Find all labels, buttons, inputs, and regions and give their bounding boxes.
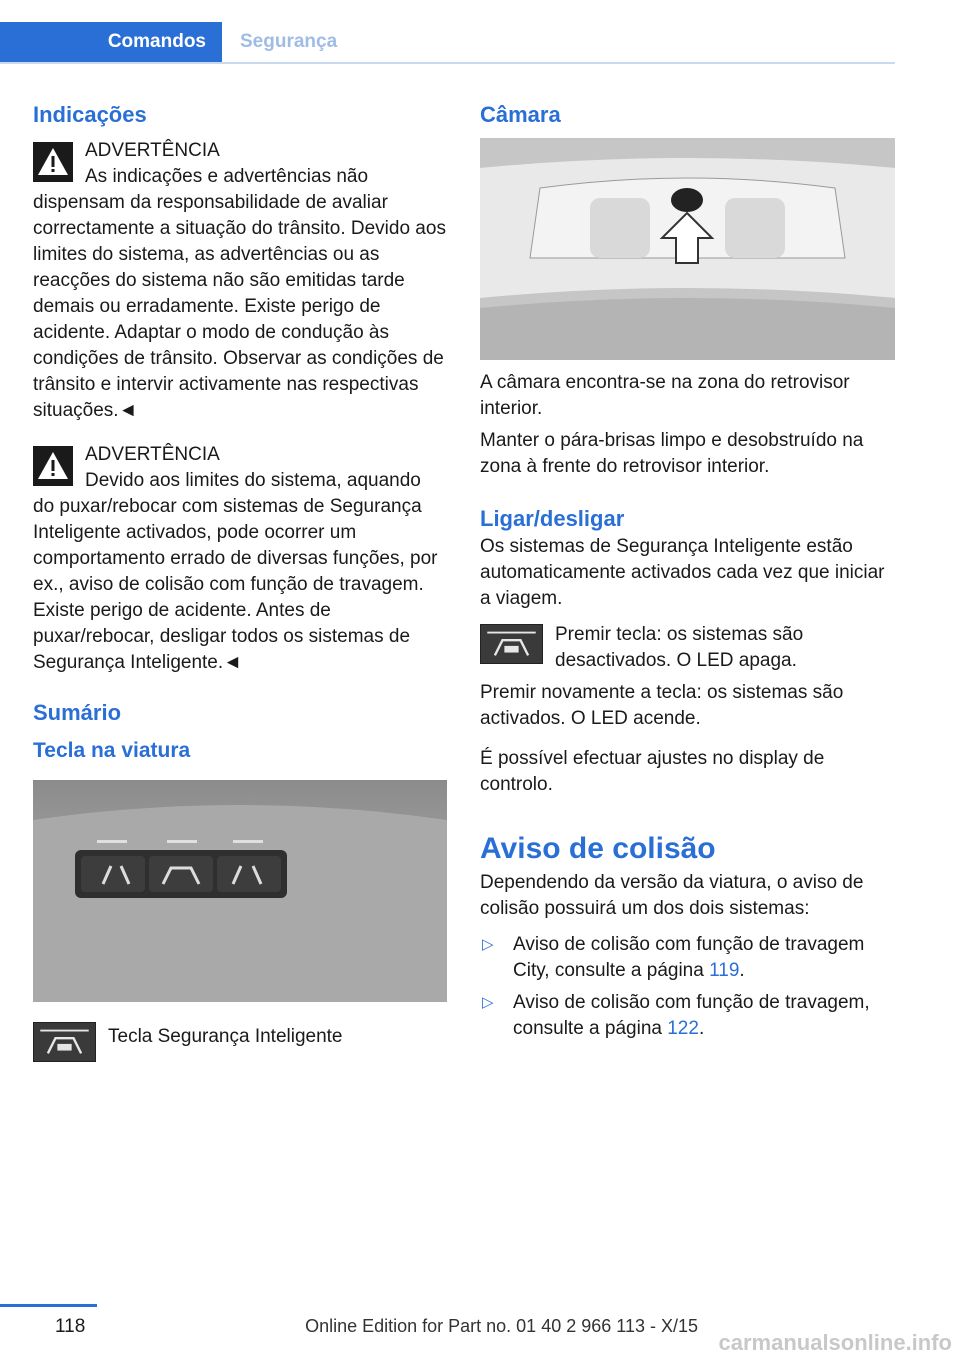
page-number: 118 bbox=[55, 1316, 86, 1337]
aviso-bullet-list bbox=[480, 932, 895, 1042]
warning-triangle-icon bbox=[33, 142, 73, 182]
key-caption-row bbox=[33, 1020, 447, 1062]
heading-ligar-desligar: Ligar/desligar bbox=[480, 506, 625, 531]
heading-tecla-na-viatura: Tecla na viatura bbox=[33, 739, 191, 762]
page-link[interactable]: 119 bbox=[709, 960, 740, 981]
intelligent-safety-key-icon bbox=[480, 624, 543, 664]
warning-block-1 bbox=[33, 138, 447, 424]
edition-line: Online Edition for Part no. 01 40 2 966 113 - X/15 bbox=[305, 1316, 698, 1336]
warning-triangle-icon bbox=[33, 446, 73, 486]
warning-text: Devido aos limites do sistema, aquando do puxar/rebocar com sistemas de Segurança Inteligente activados, pode ocorrer um comportamento errado de diversas funções, por ex., aviso de colisão com função de travagem. Existe perigo de acidente. Antes de puxar/rebocar, desligar todos os sistemas de Segurança Inteligente.◄ bbox=[33, 470, 438, 673]
watermark: carmanualsonline.info bbox=[718, 1330, 952, 1355]
camara-paragraph-1: A câmara encontra-se na zona do retrovisor interior. bbox=[480, 372, 850, 419]
key-instruction-text: Premir tecla: os sistemas são desactivados. O LED apaga. bbox=[555, 624, 804, 671]
list-item: ▷ Aviso de colisão com função de travagem, consulte a página 122. bbox=[482, 992, 870, 1039]
triangle-bullet-icon: ▷ bbox=[482, 994, 494, 1011]
key-instruction-row bbox=[480, 622, 895, 674]
vehicle-buttons-photo bbox=[33, 780, 447, 1002]
list-item: ▷ Aviso de colisão com função de travagem City, consulte a página 119. bbox=[482, 934, 865, 981]
camera-location-photo bbox=[480, 138, 895, 360]
chapter-tabs bbox=[0, 22, 895, 64]
left-column bbox=[33, 100, 447, 1062]
heading-sumario: Sumário bbox=[33, 700, 122, 725]
ligar-paragraph-3: É possível efectuar ajustes no display de controlo. bbox=[480, 748, 825, 795]
aviso-paragraph-1: Dependendo da versão da viatura, o aviso de colisão possuirá um dos dois sistemas: bbox=[480, 872, 864, 919]
right-column bbox=[480, 100, 895, 1048]
key-caption: Tecla Segurança Inteligente bbox=[108, 1026, 343, 1047]
warning-block-2 bbox=[33, 442, 447, 676]
camara-paragraph-2: Manter o pára-brisas limpo e desobstruído na zona à frente do retrovisor interior. bbox=[480, 430, 864, 477]
heading-aviso-colisao: Aviso de colisão bbox=[480, 832, 716, 865]
footer-rule bbox=[0, 1304, 97, 1307]
ligar-paragraph-2: Premir novamente a tecla: os sistemas são activados. O LED acende. bbox=[480, 682, 844, 729]
page-link[interactable]: 122 bbox=[667, 1018, 699, 1039]
heading-camara: Câmara bbox=[480, 102, 561, 127]
tab-seguranca[interactable]: Segurança bbox=[240, 31, 338, 52]
warning-title: ADVERTÊNCIA bbox=[85, 140, 220, 161]
intelligent-safety-key-icon bbox=[33, 1022, 96, 1062]
ligar-paragraph-1: Os sistemas de Segurança Inteligente estão automaticamente activados cada vez que iniciar a viagem. bbox=[480, 536, 885, 609]
triangle-bullet-icon: ▷ bbox=[482, 936, 494, 953]
warning-title: ADVERTÊNCIA bbox=[85, 444, 220, 465]
heading-indicacoes: Indicações bbox=[33, 102, 147, 127]
warning-text: As indicações e advertências não dispensam da responsabilidade de avaliar correctamente a situação do trânsito. Devido aos limites do sistema, as advertências ou as reacções do sistema não são emitidas tarde demais ou erradamente. Existe perigo de acidente. Adaptar o modo de condução às condições de trânsito. Observar as condições de trânsito e intervir activamente nas respectivas situações.◄ bbox=[33, 166, 446, 421]
tab-comandos[interactable]: Comandos bbox=[0, 22, 222, 62]
